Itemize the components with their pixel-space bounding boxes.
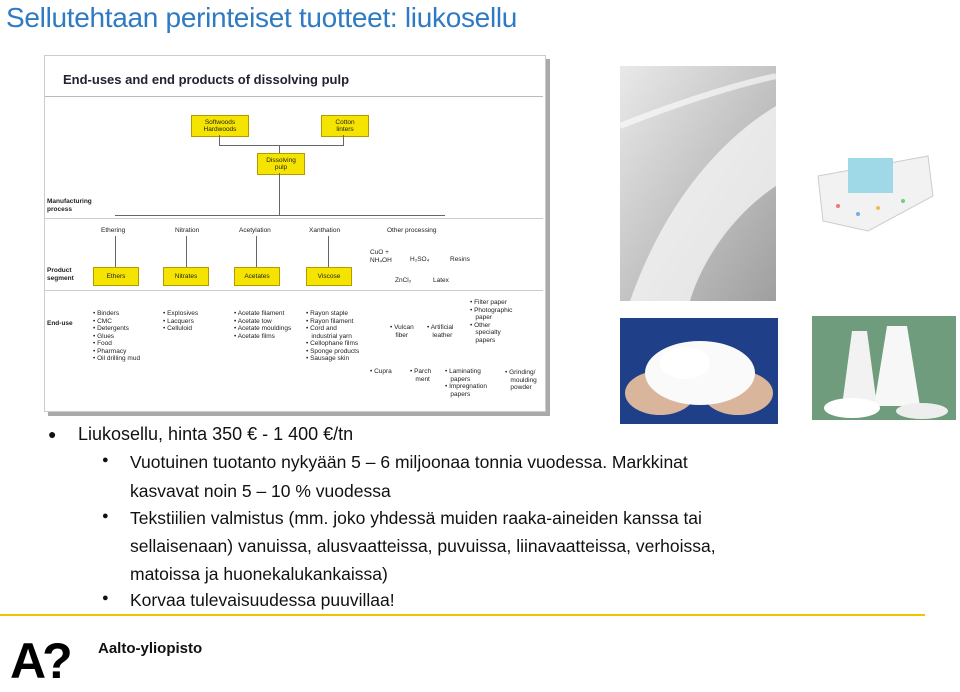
bullet-textiles-line3: matoissa ja huonekalukankaissa)	[130, 564, 388, 584]
enduse-viscose: • Rayon staple • Rayon filament • Cord and industrial yarn • Cellophane films • Sponge products • Sausage skin	[306, 310, 360, 362]
enduse-acetates: • Acetate filament • Acetate tow • Acetate mouldings • Acetate films	[234, 310, 292, 340]
bullet-production-line1: Vuotuinen tuotanto nykyään 5 – 6 miljoonaa tonnia vuodessa. Markkinat	[130, 452, 688, 472]
chem-zncl2: ZnCl₂	[395, 277, 412, 284]
nonwoven-roll-photo	[620, 66, 776, 301]
pulp-diagram	[44, 55, 546, 412]
chem-resins: Resins	[450, 256, 470, 263]
label-end-use: End-use	[47, 320, 73, 327]
box-dissolving-pulp: Dissolving pulp	[257, 153, 305, 175]
label-product-segment: Product segment	[47, 267, 74, 282]
label-manufacturing: Manufacturing process	[47, 198, 92, 213]
bullet-dot: ●	[48, 426, 57, 442]
process-xanthation: Xanthation	[309, 227, 341, 234]
process-nitration: Nitration	[175, 227, 200, 234]
enduse-filter: • Filter paper • Photographic paper • Other specialty papers	[470, 299, 513, 344]
process-acetylation: Acetylation	[239, 227, 271, 234]
box-cotton: Cotton linters	[321, 115, 369, 137]
process-other: Other processing	[387, 227, 437, 234]
aalto-logo-text: Aalto-yliopisto	[98, 640, 203, 657]
process-ethering: Ethering	[101, 227, 126, 234]
bullet-dot: ●	[102, 592, 109, 604]
cotton-hands-photo	[620, 318, 778, 424]
box-acetates: Acetates	[234, 267, 280, 286]
enduse-nitrates: • Explosives • Lacquers • Celluloid	[163, 310, 199, 332]
bullet-production-line2: kasvavat noin 5 – 10 % vuodessa	[130, 481, 391, 501]
enduse-parch: • Parch ment	[410, 368, 432, 383]
enduse-ethers: • Binders • CMC • Detergents • Glues • Food • Pharmacy • Oil drilling mud	[93, 310, 141, 362]
diagram-title: End-uses and end products of dissolving pulp	[63, 72, 350, 87]
footer-rule	[0, 614, 925, 616]
bullet-textiles-line1: Tekstiilien valmistus (mm. joko yhdessä muiden raaka-aineiden kanssa tai	[130, 508, 702, 528]
bullet-textiles-line2: sellaisenaan) vanuissa, alusvaatteissa, puvuissa, liinavaatteissa, verhoissa,	[130, 536, 716, 556]
aalto-logo-mark: A?	[10, 633, 69, 689]
diaper-photo	[808, 136, 938, 236]
slide-title: Sellutehtaan perinteiset tuotteet: liukosellu	[6, 2, 518, 33]
chem-h2so4: H₂SO₄	[410, 256, 430, 263]
bullet-price: Liukosellu, hinta 350 € - 1 400 €/tn	[78, 424, 354, 444]
enduse-grinding: • Grinding/ moulding powder	[505, 369, 537, 391]
enduse-laminating: • Laminating papers • Impregnation papers	[445, 368, 488, 398]
box-viscose: Viscose	[306, 267, 352, 286]
bullet-cotton-replacement: Korvaa tulevaisuudessa puuvillaa!	[130, 590, 395, 610]
box-ethers: Ethers	[93, 267, 139, 286]
chem-cuo: CuO + NH₄OH	[370, 249, 392, 264]
box-nitrates: Nitrates	[163, 267, 209, 286]
enduse-leather: • Artificial leather	[427, 324, 454, 339]
enduse-vulcan: • Vulcan fiber	[390, 324, 414, 339]
chem-latex: Latex	[433, 277, 449, 284]
enduse-cupra: • Cupra	[370, 368, 392, 375]
bullet-dot: ●	[102, 454, 109, 466]
yarn-spools-photo	[812, 316, 956, 420]
box-softwoods: Softwoods Hardwoods	[191, 115, 249, 137]
bullet-dot: ●	[102, 510, 109, 522]
